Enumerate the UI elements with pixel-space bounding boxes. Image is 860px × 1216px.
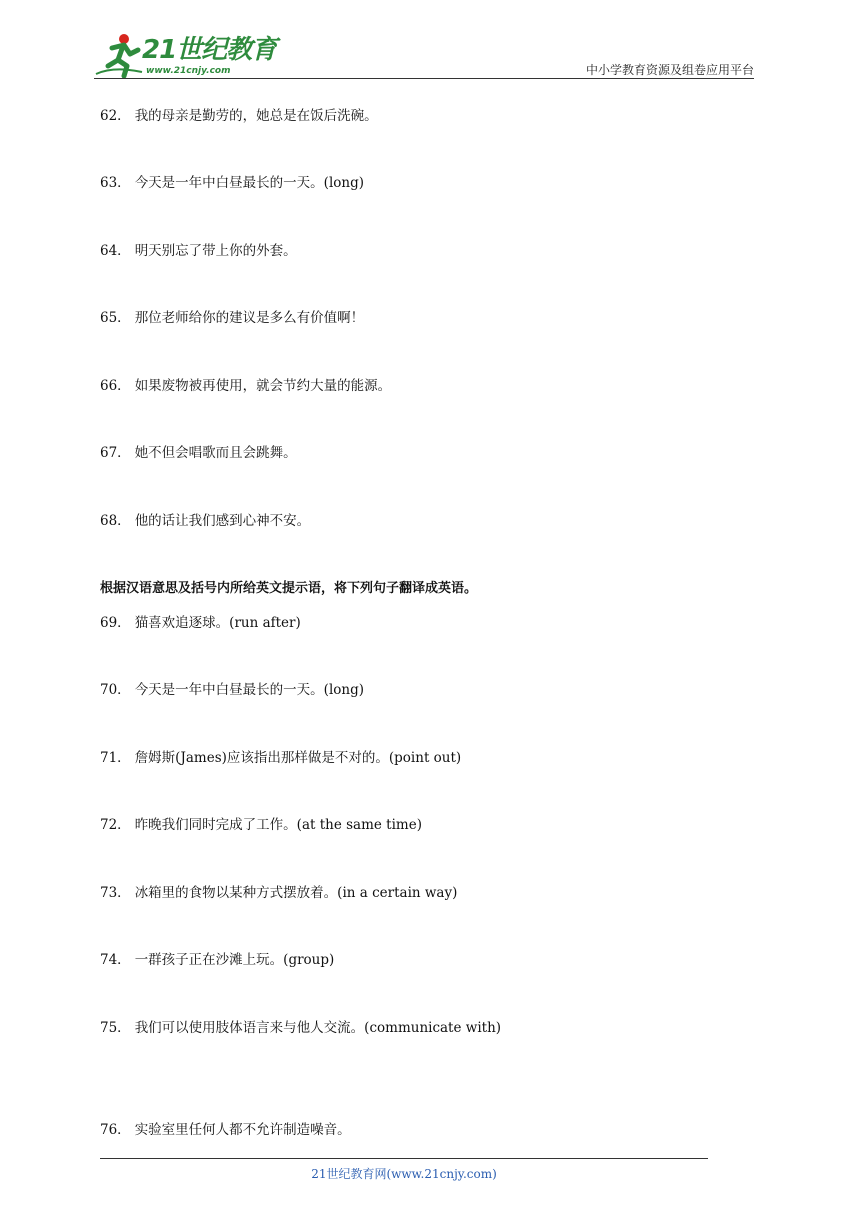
question-text: 明天别忘了带上你的外套。 xyxy=(134,243,297,259)
question-text: 詹姆斯(James)应该指出那样做是不对的。(point out) xyxy=(134,750,462,766)
question-number: 73． xyxy=(100,885,131,901)
question-text: 我的母亲是勤劳的，她总是在饭后洗碗。 xyxy=(134,108,378,124)
question-text: 一群孩子正在沙滩上玩。(group) xyxy=(134,952,335,968)
section-instructions: 根据汉语意思及括号内所给英文提示语，将下列句子翻译成英语。 xyxy=(100,581,478,596)
question-item xyxy=(100,614,301,632)
header-divider xyxy=(94,78,754,79)
question-number: 67． xyxy=(100,445,131,461)
question-number: 76． xyxy=(100,1122,131,1138)
question-text: 如果废物被再使用，就会节约大量的能源。 xyxy=(134,378,392,394)
question-number: 65． xyxy=(100,310,131,326)
question-item xyxy=(100,444,297,462)
question-number: 62． xyxy=(100,108,131,124)
page-header xyxy=(0,0,860,80)
question-number: 72． xyxy=(100,817,131,833)
question-number: 70． xyxy=(100,682,131,698)
question-item xyxy=(100,884,457,902)
header-tagline: 中小学教育资源及组卷应用平台 xyxy=(585,63,754,77)
question-text: 猫喜欢追逐球。(run after) xyxy=(134,615,301,631)
question-item xyxy=(100,174,364,192)
question-number: 63． xyxy=(100,175,131,191)
logo-url: www.21cnjy.com xyxy=(146,66,231,76)
question-item xyxy=(100,242,297,260)
question-item xyxy=(100,107,378,125)
question-number: 74． xyxy=(100,952,131,968)
question-number: 68． xyxy=(100,513,131,529)
question-item xyxy=(100,309,364,327)
question-text: 她不但会唱歌而且会跳舞。 xyxy=(134,445,297,461)
question-item xyxy=(100,512,310,530)
question-number: 66． xyxy=(100,378,131,394)
question-item xyxy=(100,1121,351,1139)
site-logo[interactable] xyxy=(94,30,277,80)
question-item xyxy=(100,749,461,767)
logo-wordmark: 21世纪教育 xyxy=(142,35,277,65)
question-text: 实验室里任何人都不允许制造噪音。 xyxy=(134,1122,351,1138)
question-text: 今天是一年中白昼最长的一天。(long) xyxy=(134,682,365,698)
question-item xyxy=(100,1019,501,1037)
footer-link[interactable]: 21世纪教育网(www.21cnjy.com) xyxy=(311,1167,497,1181)
question-item xyxy=(100,681,364,699)
question-text: 我们可以使用肢体语言来与他人交流。(communicate with) xyxy=(134,1020,502,1036)
question-text: 冰箱里的食物以某种方式摆放着。(in a certain way) xyxy=(134,885,458,901)
question-number: 69． xyxy=(100,615,131,631)
question-text: 他的话让我们感到心神不安。 xyxy=(134,513,311,529)
question-number: 75． xyxy=(100,1020,131,1036)
question-number: 64． xyxy=(100,243,131,259)
runner-logo-icon xyxy=(94,30,144,78)
question-item xyxy=(100,377,391,395)
question-item xyxy=(100,951,334,969)
question-item xyxy=(100,816,422,834)
question-text: 今天是一年中白昼最长的一天。(long) xyxy=(134,175,365,191)
footer-divider xyxy=(100,1158,708,1159)
question-text: 昨晚我们同时完成了工作。(at the same time) xyxy=(134,817,422,833)
question-text: 那位老师给你的建议是多么有价值啊！ xyxy=(134,310,365,326)
question-number: 71． xyxy=(100,750,131,766)
